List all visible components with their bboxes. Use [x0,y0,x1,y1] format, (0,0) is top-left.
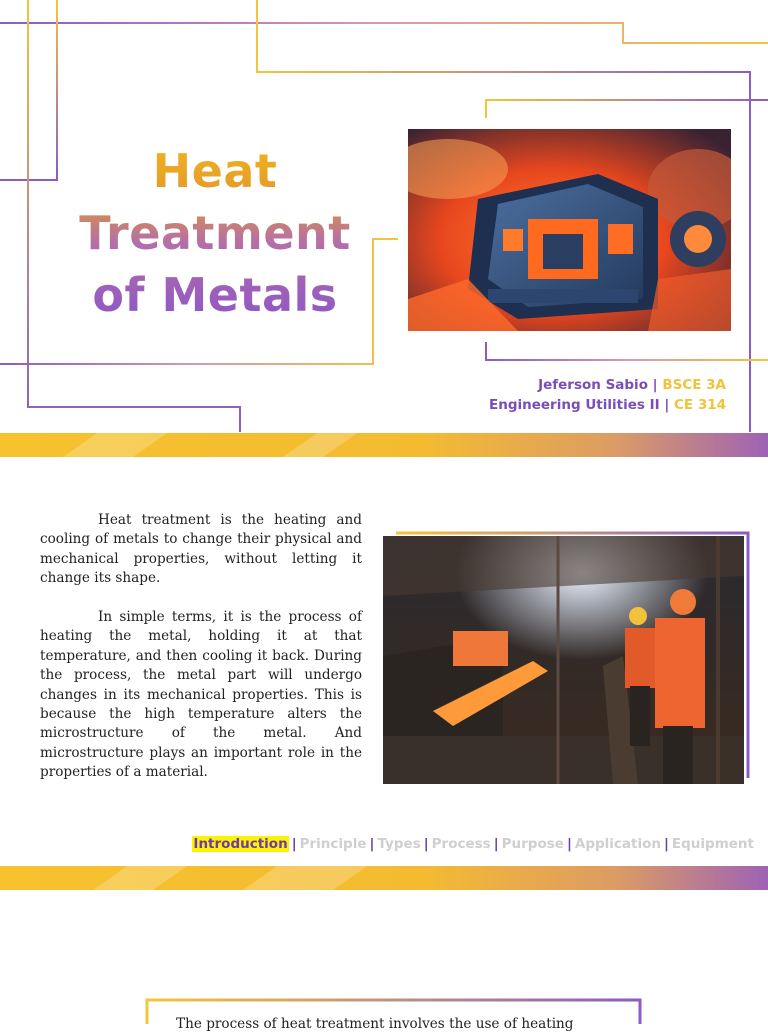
title-line-2: Treatment [79,206,351,260]
nav-introduction[interactable]: Introduction [193,836,288,852]
author-name: Jeferson Sabio [538,377,648,393]
course-separator: | [664,397,670,413]
author-line [538,377,726,393]
intro-paragraph-2: In simple terms, it is the process of heating the metal, holding it at that temperature, and then cooling it back. During the process, the metal part will undergo changes in its mechanical properties. This is because the high temperature alters the microstructure of the metal. And microstructure plays an important role in the properties of a material. [40,609,362,781]
decorative-band-bottom [0,866,768,890]
section-label: BSCE 3A [662,377,726,393]
page-title [60,140,370,326]
nav-process[interactable]: Process [431,836,491,852]
title-line-3: of Metals [92,268,338,322]
course-name: Engineering Utilities II [489,397,660,413]
steel-mill-photo [383,536,744,784]
section-nav [192,836,754,852]
nav-separator: | [291,836,297,852]
decorative-band-top [0,433,768,457]
hot-metal-image [408,129,731,331]
course-line [489,397,726,413]
course-code: CE 314 [673,397,726,413]
nav-separator: | [663,836,669,852]
next-page-paragraph: The process of heat treatment involves the use of heating [176,1016,574,1032]
byline-separator: | [652,377,658,393]
nav-purpose[interactable]: Purpose [501,836,564,852]
intro-paragraph-1: Heat treatment is the heating and cooling of metals to change their physical and mechanical properties, without letting it change its shape. [40,512,362,587]
nav-equipment[interactable]: Equipment [671,836,754,852]
nav-application[interactable]: Application [574,836,661,852]
nav-separator: | [423,836,429,852]
nav-separator: | [369,836,375,852]
nav-separator: | [493,836,499,852]
nav-types[interactable]: Types [377,836,421,852]
nav-separator: | [566,836,572,852]
title-line-1: Heat [152,144,278,198]
nav-principle[interactable]: Principle [299,836,367,852]
